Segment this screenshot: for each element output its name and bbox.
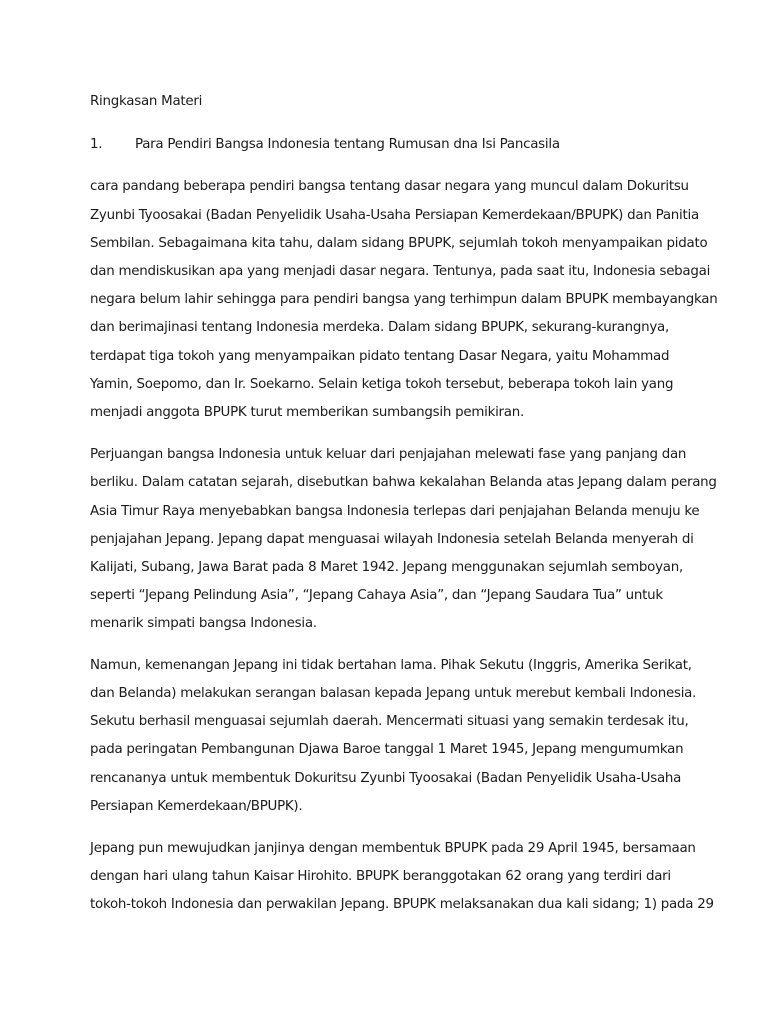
paragraph-line: Persiapan Kemerdekaan/BPUPK). (90, 799, 303, 814)
paragraph-line: menjadi anggota BPUPK turut memberikan sumbangsih pemikiran. (90, 405, 525, 420)
paragraph-line: dan Belanda) melakukan serangan balasan kepada Jepang untuk merebut kembali Indonesia. (90, 686, 697, 701)
paragraph-line: dan mendiskusikan apa yang menjadi dasar negara. Tentunya, pada saat itu, Indonesia sebagai (90, 264, 711, 279)
section-number: 1. (90, 137, 103, 152)
paragraph-line: pada peringatan Pembangunan Djawa Baroe tanggal 1 Maret 1945, Jepang mengumumkan (90, 742, 684, 757)
document-title: Ringkasan Materi (90, 94, 203, 109)
paragraph-line: Sembilan. Sebagaimana kita tahu, dalam sidang BPUPK, sejumlah tokoh menyampaikan pidato (90, 236, 708, 251)
paragraph-line: Jepang pun mewujudkan janjinya dengan membentuk BPUPK pada 29 April 1945, bersamaan (90, 841, 696, 856)
paragraph-line: berliku. Dalam catatan sejarah, disebutkan bahwa kekalahan Belanda atas Jepang dalam perang (90, 475, 717, 490)
paragraph-line: rencananya untuk membentuk Dokuritsu Zyunbi Tyoosakai (Badan Penyelidik Usaha-Usaha (90, 771, 682, 786)
paragraph-line: negara belum lahir sehingga para pendiri bangsa yang terhimpun dalam BPUPK membayangkan (90, 292, 718, 307)
section-heading: Para Pendiri Bangsa Indonesia tentang Rumusan dna Isi Pancasila (135, 137, 560, 152)
paragraph-line: dengan hari ulang tahun Kaisar Hirohito. BPUPK beranggotakan 62 orang yang terdiri dari (90, 869, 671, 884)
paragraph-line: tokoh-tokoh Indonesia dan perwakilan Jepang. BPUPK melaksanakan dua kali sidang; 1) pada 29 (90, 897, 714, 912)
paragraph-line: Asia Timur Raya menyebabkan bangsa Indonesia terlepas dari penjajahan Belanda menuju ke (90, 504, 700, 519)
paragraph-line: terdapat tiga tokoh yang menyampaikan pidato tentang Dasar Negara, yaitu Mohammad (90, 349, 670, 364)
paragraph-line: penjajahan Jepang. Jepang dapat menguasai wilayah Indonesia setelah Belanda menyerah di (90, 532, 694, 547)
paragraph-line: Yamin, Soepomo, dan Ir. Soekarno. Selain ketiga tokoh tersebut, beberapa tokoh lain yang (90, 377, 674, 392)
paragraph-line: seperti “Jepang Pelindung Asia”, “Jepang Cahaya Asia”, dan “Jepang Saudara Tua” untuk (90, 588, 663, 603)
paragraph-line: Sekutu berhasil menguasai sejumlah daerah. Mencermati situasi yang semakin terdesak itu, (90, 714, 689, 729)
paragraph-line: menarik simpati bangsa Indonesia. (90, 616, 317, 631)
paragraph-line: Zyunbi Tyoosakai (Badan Penyelidik Usaha-Usaha Persiapan Kemerdekaan/BPUPK) dan Panitia (90, 208, 699, 223)
paragraph-line: dan berimajinasi tentang Indonesia merdeka. Dalam sidang BPUPK, sekurang-kurangnya, (90, 320, 670, 335)
paragraph-line: cara pandang beberapa pendiri bangsa tentang dasar negara yang muncul dalam Dokuritsu (90, 179, 689, 194)
paragraph-line: Namun, kemenangan Jepang ini tidak bertahan lama. Pihak Sekutu (Inggris, Amerika Serikat, (90, 658, 692, 673)
paragraph-line: Perjuangan bangsa Indonesia untuk keluar dari penjajahan melewati fase yang panjang dan (90, 447, 687, 462)
paragraph-line: Kalijati, Subang, Jawa Barat pada 8 Maret 1942. Jepang menggunakan sejumlah semboyan, (90, 560, 683, 575)
